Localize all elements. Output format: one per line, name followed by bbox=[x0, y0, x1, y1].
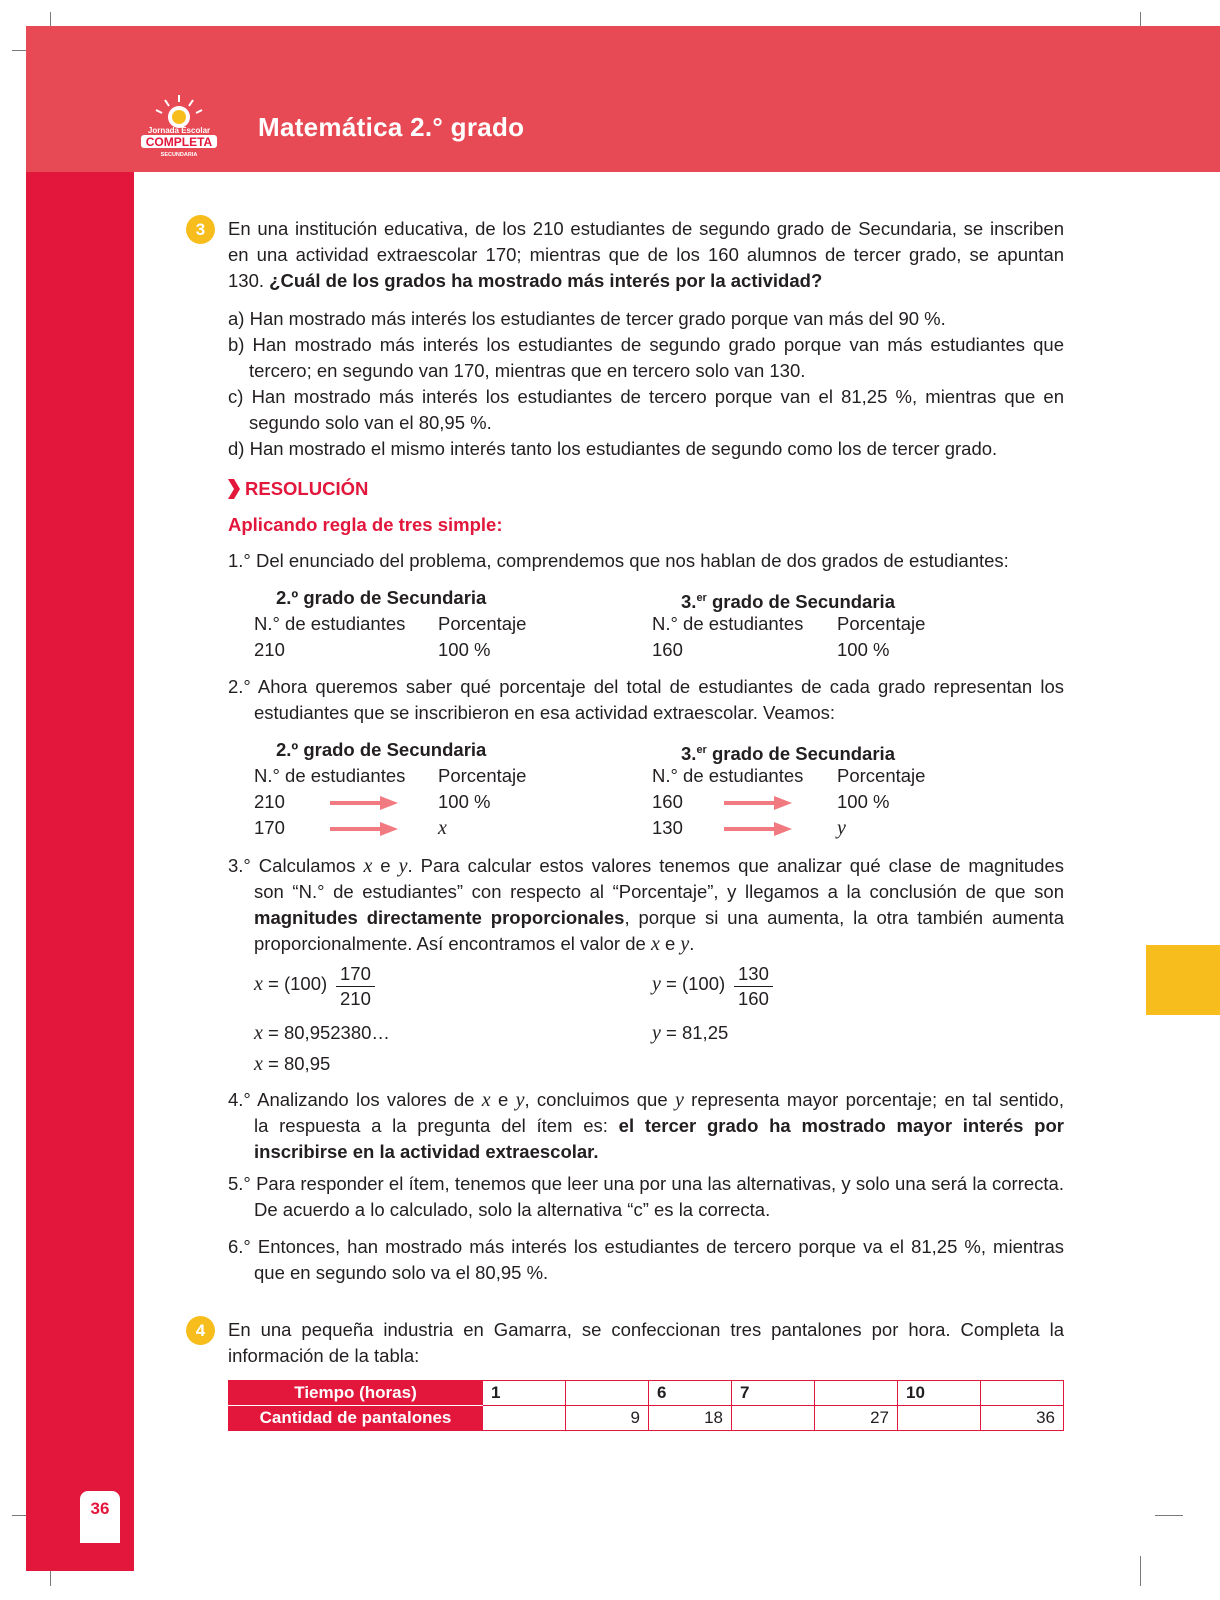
g2-pct-total-2: 100 % bbox=[438, 791, 491, 812]
var-x: x bbox=[254, 1053, 263, 1075]
var-x: x bbox=[481, 1089, 491, 1111]
table-cell[interactable]: 6 bbox=[649, 1381, 732, 1406]
table-cell[interactable] bbox=[981, 1381, 1064, 1406]
problem-3-line-3 bbox=[228, 268, 822, 294]
step-2-line-2: estudiantes que se inscribieron en esa actividad extraescolar. Veamos: bbox=[254, 702, 836, 723]
table-cell[interactable] bbox=[732, 1406, 815, 1431]
g2-total: 210 bbox=[254, 639, 285, 660]
var-y: y bbox=[652, 973, 661, 995]
step-2-line-1: 2.° Ahora queremos saber qué porcentaje del total de estudiantes de cada grado representan los bbox=[228, 676, 1064, 697]
y-equation-lhs bbox=[652, 971, 725, 997]
option-c-line-1: c) Han mostrado más interés los estudiantes de tercero porque van el 81,25 %, mientras que en bbox=[228, 386, 1064, 407]
jornada-escolar-logo bbox=[138, 93, 220, 159]
header-title: Matemática 2.° grado bbox=[258, 112, 525, 142]
step-3-l1-b: e bbox=[372, 855, 399, 876]
y-result-1 bbox=[652, 1020, 728, 1046]
step-4-l1-d: representa mayor porcentaje; en tal sentido, bbox=[683, 1089, 1064, 1110]
eq-prefix: = (100) bbox=[660, 973, 726, 994]
step-5-line-1: 5.° Para responder el ítem, tenemos que leer una por una las alternativas, y solo una será la correcta. bbox=[228, 1173, 1064, 1194]
resolution-title: RESOLUCIÓN bbox=[245, 478, 369, 499]
option-c-line-2: segundo solo van el 80,95 %. bbox=[249, 412, 492, 433]
grade-3-rest-2: grado de Secundaria bbox=[706, 743, 895, 765]
col-students-g3-2: N.° de estudiantes bbox=[652, 765, 804, 786]
grade-2-title: 2.º grado de Secundaria bbox=[276, 587, 487, 608]
var-x: x bbox=[650, 933, 660, 955]
step-6-line-2: que en segundo solo va el 80,95 %. bbox=[254, 1262, 549, 1283]
grade-3-prefix-2: 3. bbox=[681, 743, 697, 765]
logo-main-text: COMPLETA bbox=[145, 135, 213, 149]
step-4-line-3: inscribirse en la actividad extraescolar. bbox=[254, 1141, 599, 1162]
step-3-bold: magnitudes directamente proporcionales bbox=[254, 907, 625, 928]
problem-4-badge: 4 bbox=[186, 1316, 215, 1345]
page-number: 36 bbox=[90, 1499, 110, 1518]
step-3-line-4 bbox=[254, 931, 694, 957]
col-percent-g2: Porcentaje bbox=[438, 613, 527, 634]
var-y: y bbox=[680, 933, 690, 955]
table-row bbox=[229, 1406, 1064, 1431]
resolution-subtitle: Aplicando regla de tres simple: bbox=[228, 514, 503, 535]
var-y: y bbox=[674, 1089, 684, 1111]
step-1: 1.° Del enunciado del problema, comprendemos que nos hablan de dos grados de estudiantes: bbox=[228, 550, 1009, 571]
section-tab bbox=[1146, 945, 1220, 1015]
var-x: x bbox=[254, 1022, 263, 1044]
row-header-pants: Cantidad de pantalones bbox=[229, 1406, 483, 1431]
var-x: x bbox=[254, 973, 263, 995]
arrow-right-icon bbox=[330, 822, 398, 836]
problem-3-question: ¿Cuál de los grados ha mostrado más interés por la actividad? bbox=[269, 270, 823, 291]
logo-sub-text: SECUNDARIA bbox=[160, 152, 198, 158]
g3-pct-total-2: 100 % bbox=[837, 791, 890, 812]
table-cell[interactable]: 18 bbox=[649, 1406, 732, 1431]
var-x-cell: x bbox=[438, 817, 447, 839]
table-cell[interactable]: 36 bbox=[981, 1406, 1064, 1431]
g2-total-2: 210 bbox=[254, 791, 285, 812]
g3-enrolled: 130 bbox=[652, 817, 683, 838]
col-students-g2: N.° de estudiantes bbox=[254, 613, 406, 634]
var-y: y bbox=[515, 1089, 525, 1111]
option-b-line-1: b) Han mostrado más interés los estudiantes de segundo grado porque van más estudiantes que bbox=[228, 334, 1064, 355]
step-3-l4-a: proporcionalmente. Así encontramos el valor de bbox=[254, 933, 651, 954]
time-pants-table bbox=[228, 1380, 1064, 1431]
step-4-line-1 bbox=[228, 1087, 1064, 1113]
grade-3-sup: er bbox=[696, 592, 707, 604]
table-cell[interactable] bbox=[566, 1381, 649, 1406]
table-cell[interactable]: 7 bbox=[732, 1381, 815, 1406]
crop-mark bbox=[1140, 1556, 1141, 1586]
eq-prefix: = (100) bbox=[262, 973, 328, 994]
x-fraction bbox=[336, 962, 375, 1011]
step-4-l2-bold: el tercer grado ha mostrado mayor interés por bbox=[618, 1115, 1064, 1136]
g3-total: 160 bbox=[652, 639, 683, 660]
g3-total-2: 160 bbox=[652, 791, 683, 812]
table-cell[interactable] bbox=[898, 1406, 981, 1431]
table-cell[interactable] bbox=[815, 1381, 898, 1406]
y-fraction bbox=[734, 962, 773, 1011]
g2-enrolled: 170 bbox=[254, 817, 285, 838]
step-3-l1-c: . Para calcular estos valores tenemos que analizar qué clase de magnitudes bbox=[407, 855, 1064, 876]
y-result-1-value: = 81,25 bbox=[660, 1022, 729, 1043]
col-percent-g2-2: Porcentaje bbox=[438, 765, 527, 786]
step-3-line-3 bbox=[254, 905, 1064, 931]
grade-3-prefix: 3. bbox=[681, 591, 697, 613]
table-cell[interactable] bbox=[483, 1406, 566, 1431]
x-equation-lhs bbox=[254, 971, 327, 997]
arrow-right-icon bbox=[724, 796, 792, 810]
table-cell[interactable]: 10 bbox=[898, 1381, 981, 1406]
var-y: y bbox=[398, 855, 408, 877]
step-4-line-2 bbox=[254, 1113, 1064, 1139]
problem-3-line-1: En una institución educativa, de los 210 estudiantes de segundo grado de Secundaria, se inscriben bbox=[228, 218, 1064, 239]
g2-pct-total: 100 % bbox=[438, 639, 491, 660]
arrow-right-icon bbox=[724, 822, 792, 836]
grade-2-title-2: 2.º grado de Secundaria bbox=[276, 739, 487, 760]
x-result-1-value: = 80,952380… bbox=[262, 1022, 390, 1043]
g3-pct-total: 100 % bbox=[837, 639, 890, 660]
x-denominator: 210 bbox=[336, 986, 375, 1011]
col-students-g2-2: N.° de estudiantes bbox=[254, 765, 406, 786]
var-x: x bbox=[363, 855, 373, 877]
option-a: a) Han mostrado más interés los estudiantes de tercer grado porque van más del 90 %. bbox=[228, 308, 946, 329]
grade-3-sup-2: er bbox=[696, 744, 707, 756]
step-3-l1-a: 3.° Calculamos bbox=[228, 855, 364, 876]
problem-4-line-1: En una pequeña industria en Gamarra, se confeccionan tres pantalones por hora. Completa la bbox=[228, 1319, 1064, 1340]
x-result-2 bbox=[254, 1051, 330, 1077]
sidebar-band bbox=[26, 172, 134, 1571]
option-d: d) Han mostrado el mismo interés tanto los estudiantes de segundo como los de tercer grado. bbox=[228, 438, 998, 459]
step-5-line-2: De acuerdo a lo calculado, solo la alternativa “c” es la correcta. bbox=[254, 1199, 771, 1220]
y-denominator: 160 bbox=[734, 986, 773, 1011]
table-cell[interactable]: 1 bbox=[483, 1381, 566, 1406]
option-b-line-2: tercero; en segundo van 170, mientras que en tercero solo van 130. bbox=[249, 360, 806, 381]
step-3-line-1 bbox=[228, 853, 1064, 879]
step-4-l2-a: la respuesta a la pregunta del ítem es: bbox=[254, 1115, 619, 1136]
step-4-l1-a: 4.° Analizando los valores de bbox=[228, 1089, 482, 1110]
problem-3-line-3-prefix: 130. bbox=[228, 270, 270, 291]
grade-3-rest: grado de Secundaria bbox=[706, 591, 895, 613]
var-y: y bbox=[652, 1022, 661, 1044]
table-cell[interactable]: 9 bbox=[566, 1406, 649, 1431]
y-numerator: 130 bbox=[738, 963, 769, 984]
x-result-2-value: = 80,95 bbox=[262, 1053, 331, 1074]
step-3-l4-c: . bbox=[689, 933, 695, 954]
step-4-l1-b: e bbox=[490, 1089, 516, 1110]
page-number-tab bbox=[80, 1491, 120, 1543]
table-row bbox=[229, 1381, 1064, 1406]
problem-3-line-2: en una actividad extraescolar 170; mientras que de los 160 alumnos de tercer grado, se apuntan bbox=[228, 244, 1064, 265]
crop-mark bbox=[1155, 1515, 1183, 1516]
step-3-line-2: son “N.° de estudiantes” con respecto al “Porcentaje”, y llegamos a la conclusión de que son bbox=[254, 881, 1064, 902]
table-cell[interactable]: 27 bbox=[815, 1406, 898, 1431]
col-students-g3: N.° de estudiantes bbox=[652, 613, 804, 634]
x-numerator: 170 bbox=[340, 963, 371, 984]
logo-top-text: Jornada Escolar bbox=[147, 126, 211, 135]
arrow-right-icon bbox=[330, 796, 398, 810]
col-percent-g3-2: Porcentaje bbox=[837, 765, 926, 786]
problem-4-line-2: información de la tabla: bbox=[228, 1345, 420, 1366]
var-y-cell: y bbox=[837, 817, 846, 839]
step-4-l1-c: , concluimos que bbox=[524, 1089, 675, 1110]
col-percent-g3: Porcentaje bbox=[837, 613, 926, 634]
step-3-l4-b: e bbox=[659, 933, 681, 954]
x-result-1 bbox=[254, 1020, 390, 1046]
step-3-l3-rest: , porque si una aumenta, la otra también aumenta bbox=[624, 907, 1064, 928]
row-header-time: Tiempo (horas) bbox=[229, 1381, 483, 1406]
step-6-line-1: 6.° Entonces, han mostrado más interés los estudiantes de tercero porque va el 81,25 %, mientras bbox=[228, 1236, 1064, 1257]
chevron-right-icon bbox=[228, 479, 240, 499]
problem-3-badge: 3 bbox=[186, 215, 215, 244]
